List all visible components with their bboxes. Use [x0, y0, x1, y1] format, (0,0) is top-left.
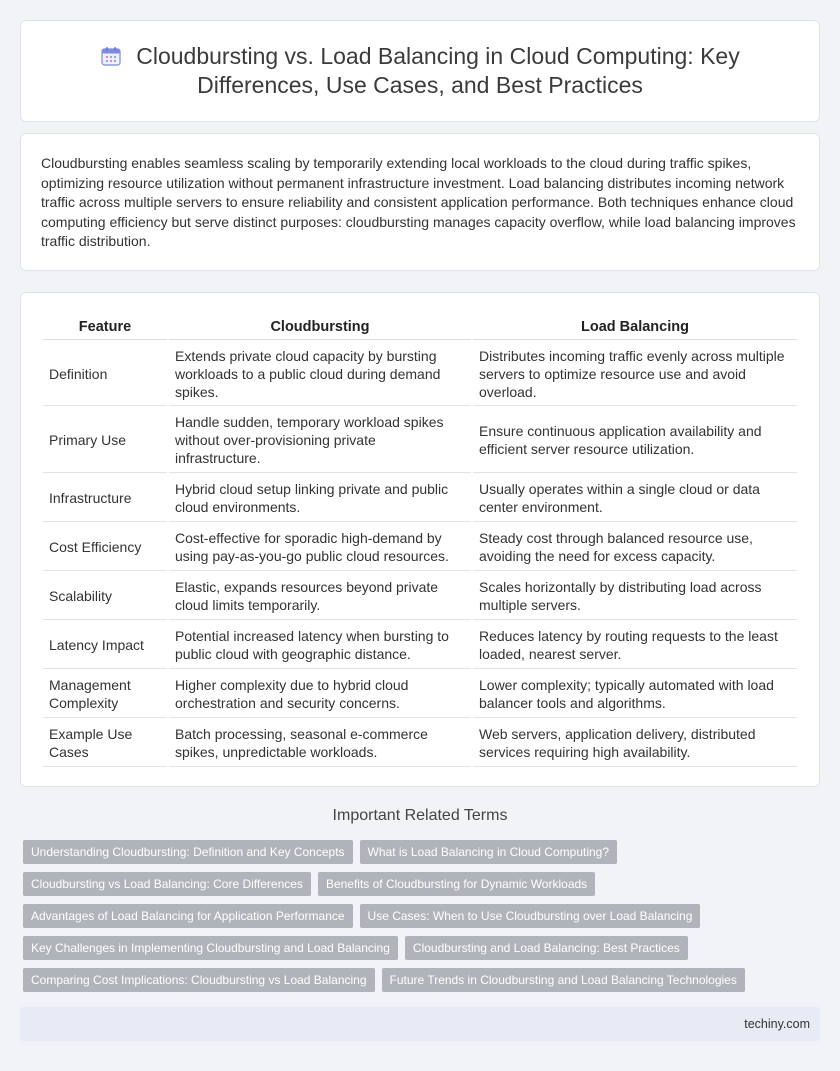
- load-balancing-cell: Steady cost through balanced resource use, avoiding the need for excess capacity.: [473, 524, 797, 571]
- load-balancing-cell: Scales horizontally by distributing load across multiple servers.: [473, 573, 797, 620]
- table-row: [43, 622, 797, 669]
- load-balancing-cell: Web servers, application delivery, distributed services requiring high availability.: [473, 720, 797, 767]
- related-term-tag[interactable]: Cloudbursting and Load Balancing: Best Practices: [405, 936, 688, 960]
- cloudbursting-cell: Higher complexity due to hybrid cloud orchestration and security concerns.: [169, 671, 471, 718]
- table-row: [43, 475, 797, 522]
- load-balancing-cell: Distributes incoming traffic evenly across multiple servers to optimize resource use and avoid overload.: [473, 342, 797, 406]
- related-term-tag[interactable]: Cloudbursting vs Load Balancing: Core Differences: [23, 872, 311, 896]
- load-balancing-cell: Reduces latency by routing requests to the least loaded, nearest server.: [473, 622, 797, 669]
- table-row: [43, 342, 797, 406]
- header-cloudbursting: Cloudbursting: [169, 315, 471, 340]
- summary-text: Cloudbursting enables seamless scaling by temporarily extending local workloads to the cloud during traffic spikes, optimizing resource utilization without permanent infrastructure investment. Load balancing distributes incoming network traffic across multiple servers to ensure reliability and consistent application performance. Both techniques enhance cloud computing efficiency but serve distinct purposes: cloudbursting manages capacity overflow, while load balancing improves traffic distribution.: [41, 155, 796, 249]
- load-balancing-cell: Usually operates within a single cloud or data center environment.: [473, 475, 797, 522]
- cloudbursting-cell: Batch processing, seasonal e-commerce spikes, unpredictable workloads.: [169, 720, 471, 767]
- comparison-table: [41, 313, 799, 769]
- header-load-balancing: Load Balancing: [473, 315, 797, 340]
- cloudbursting-cell: Hybrid cloud setup linking private and public cloud environments.: [169, 475, 471, 522]
- cloudbursting-cell: Potential increased latency when bursting to public cloud with geographic distance.: [169, 622, 471, 669]
- header-feature: Feature: [43, 315, 167, 340]
- cloudbursting-cell: Elastic, expands resources beyond private cloud limits temporarily.: [169, 573, 471, 620]
- feature-cell: Cost Efficiency: [43, 524, 167, 571]
- related-term-tag[interactable]: Understanding Cloudbursting: Definition and Key Concepts: [23, 840, 353, 864]
- table-row: [43, 671, 797, 718]
- related-terms-list: [23, 840, 823, 992]
- feature-cell: Definition: [43, 342, 167, 406]
- related-term-tag[interactable]: Key Challenges in Implementing Cloudbursting and Load Balancing: [23, 936, 398, 960]
- table-header-row: [43, 315, 797, 340]
- cloudbursting-cell: Extends private cloud capacity by bursting workloads to a public cloud during demand spikes.: [169, 342, 471, 406]
- related-term-tag[interactable]: What is Load Balancing in Cloud Computing?: [360, 840, 617, 864]
- calendar-icon: [100, 45, 122, 67]
- feature-cell: Latency Impact: [43, 622, 167, 669]
- load-balancing-cell: Lower complexity; typically automated with load balancer tools and algorithms.: [473, 671, 797, 718]
- related-term-tag[interactable]: Benefits of Cloudbursting for Dynamic Workloads: [318, 872, 595, 896]
- feature-cell: Infrastructure: [43, 475, 167, 522]
- related-term-tag[interactable]: Advantages of Load Balancing for Application Performance: [23, 904, 353, 928]
- footer-site-link[interactable]: techiny.com: [744, 1017, 810, 1031]
- related-term-tag[interactable]: Future Trends in Cloudbursting and Load Balancing Technologies: [382, 968, 745, 992]
- feature-cell: Example Use Cases: [43, 720, 167, 767]
- feature-cell: Scalability: [43, 573, 167, 620]
- load-balancing-cell: Ensure continuous application availability and efficient server resource utilization.: [473, 408, 797, 473]
- page-title: [61, 42, 779, 100]
- page-title-text: Cloudbursting vs. Load Balancing in Cloud Computing: Key Differences, Use Cases, and Best Practices: [136, 43, 740, 98]
- table-row: [43, 720, 797, 767]
- table-row: [43, 573, 797, 620]
- cloudbursting-cell: Cost-effective for sporadic high-demand by using pay-as-you-go public cloud resources.: [169, 524, 471, 571]
- table-row: [43, 408, 797, 473]
- feature-cell: Management Complexity: [43, 671, 167, 718]
- summary-card: [20, 133, 820, 271]
- footer: [20, 1007, 820, 1041]
- title-card: [20, 20, 820, 122]
- related-term-tag[interactable]: Comparing Cost Implications: Cloudbursting vs Load Balancing: [23, 968, 375, 992]
- feature-cell: Primary Use: [43, 408, 167, 473]
- related-term-tag[interactable]: Use Cases: When to Use Cloudbursting over Load Balancing: [360, 904, 701, 928]
- cloudbursting-cell: Handle sudden, temporary workload spikes without over-provisioning private infrastructure.: [169, 408, 471, 473]
- related-terms-title: Important Related Terms: [332, 807, 508, 824]
- comparison-card: [20, 292, 820, 787]
- table-row: [43, 524, 797, 571]
